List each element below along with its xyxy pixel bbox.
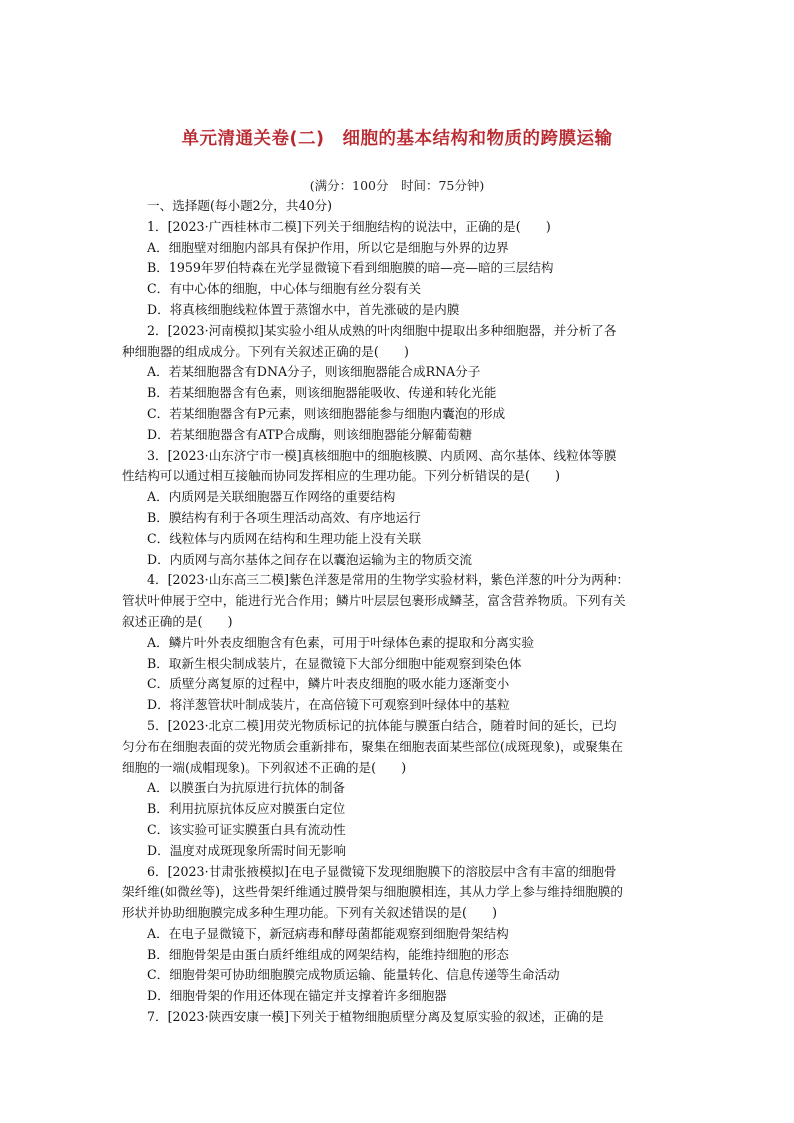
text-line: C．该实验可证实膜蛋白具有流动性 — [147, 821, 346, 837]
text-line: D．将洋葱管状叶制成装片，在高倍镜下可观察到叶绿体中的基粒 — [147, 697, 510, 713]
text-line: D．细胞骨架的作用还体现在锚定并支撑着许多细胞器 — [147, 988, 447, 1004]
text-line: A．细胞壁对细胞内部具有保护作用，所以它是细胞与外界的边界 — [147, 239, 509, 255]
text-line: 架纤维(如微丝等)，这些骨架纤维通过膜骨架与细胞膜相连，其从力学上参与维持细胞膜的 — [122, 884, 623, 900]
text-line: D．将真核细胞线粒体置于蒸馏水中，首先涨破的是内膜 — [147, 301, 460, 317]
text-line: A．若某细胞器含有DNA分子，则该细胞器能合成RNA分子 — [147, 364, 481, 380]
text-line: D．内质网与高尔基体之间存在以囊泡运输为主的物质交流 — [147, 551, 472, 567]
text-line: B．1959年罗伯特森在光学显微镜下看到细胞膜的暗—亮—暗的三层结构 — [147, 260, 554, 276]
text-line: 1．[2023·广西桂林市二模]下列关于细胞结构的说法中，正确的是( ) — [147, 218, 551, 234]
text-line: A．在电子显微镜下，新冠病毒和酵母菌都能观察到细胞骨架结构 — [147, 925, 509, 941]
text-line: 5．[2023·北京二模]用荧光物质标记的抗体能与膜蛋白结合，随着时间的延长，已均 — [147, 717, 617, 733]
text-line: C．质壁分离复原的过程中，鳞片叶表皮细胞的吸水能力逐渐变小 — [147, 676, 510, 692]
text-line: D．温度对成斑现象所需时间无影响 — [147, 842, 347, 858]
text-line: 叙述正确的是( ) — [122, 613, 233, 629]
text-line: C．有中心体的细胞，中心体与细胞有丝分裂有关 — [147, 281, 422, 297]
text-line: 性结构可以通过相互接触而协同发挥相应的生理功能。下列分析错误的是( ) — [122, 468, 561, 484]
text-line: C．若某细胞器含有P元素，则该细胞器能参与细胞内囊泡的形成 — [147, 405, 506, 421]
text-line: A．以膜蛋白为抗原进行抗体的制备 — [147, 780, 346, 796]
text-line: 3．[2023·山东济宁市一模]真核细胞中的细胞核膜、内质网、高尔基体、线粒体等膜 — [147, 447, 617, 463]
text-line: C．线粒体与内质网在结构和生理功能上没有关联 — [147, 530, 422, 546]
text-line: 匀分布在细胞表面的荧光物质会重新排布，聚集在细胞表面某些部位(成斑现象)，或聚集在 — [122, 738, 623, 754]
text-line: A．内质网是关联细胞器互作网络的重要结构 — [147, 489, 396, 505]
exam-meta: (满分：100分 时间：75分钟) — [309, 178, 485, 193]
question-body — [122, 196, 674, 1028]
text-line: 6．[2023·甘肃张掖模拟]在电子显微镜下发现细胞膜下的溶胶层中含有丰富的细胞骨 — [147, 863, 617, 879]
text-line: C．细胞骨架可协助细胞膜完成物质运输、能量转化、信息传递等生命活动 — [147, 967, 560, 983]
text-line: 7．[2023·陕西安康一模]下列关于植物细胞质壁分离及复原实验的叙述，正确的是 — [147, 1009, 604, 1025]
text-line: 4．[2023·山东高三二模]紫色洋葱是常用的生物学实验材料，紫色洋葱的叶分为两种： — [147, 572, 630, 588]
text-line: B．细胞骨架是由蛋白质纤维组成的网架结构，能维持细胞的形态 — [147, 946, 509, 962]
text-line: 一、选择题(每小题2分，共40分) — [147, 198, 332, 213]
text-line: 种细胞器的组成成分。下列有关叙述正确的是( ) — [122, 343, 409, 359]
text-line: B．取新生根尖制成装片，在显微镜下大部分细胞中能观察到染色体 — [147, 655, 522, 671]
text-line: D．若某细胞器含有ATP合成酶，则该细胞器能分解葡萄糖 — [147, 426, 473, 442]
text-line: 2．[2023·河南模拟]某实验小组从成熟的叶肉细胞中提取出多种细胞器，并分析了各 — [147, 322, 617, 338]
page-title: 单元清通关卷(二) 细胞的基本结构和物质的跨膜运输 — [181, 129, 613, 149]
text-line: A．鳞片叶外表皮细胞含有色素，可用于叶绿体色素的提取和分离实验 — [147, 634, 534, 650]
text-line: B．若某细胞器含有色素，则该细胞器能吸收、传递和转化光能 — [147, 385, 497, 401]
text-line: B．利用抗原抗体反应对膜蛋白定位 — [147, 801, 346, 817]
text-line: B．膜结构有利于各项生理活动高效、有序地运行 — [147, 509, 421, 525]
text-line: 细胞的一端(成帽现象)。下列叙述不正确的是( ) — [122, 759, 407, 775]
text-line: 形状并协助细胞膜完成多种生理功能。下列有关叙述错误的是( ) — [122, 905, 498, 921]
text-line: 管状叶伸展于空中，能进行光合作用；鳞片叶层层包裹形成鳞茎，富含营养物质。下列有关 — [122, 593, 626, 609]
